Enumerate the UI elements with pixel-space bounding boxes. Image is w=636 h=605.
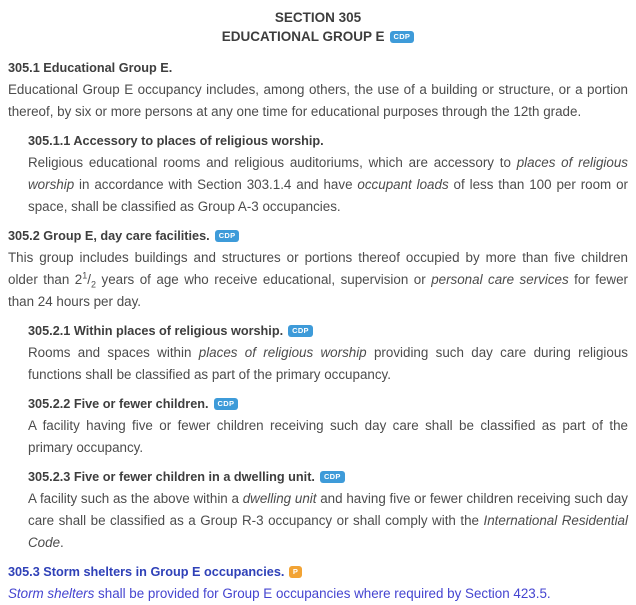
section-heading-305.2 [8,225,628,247]
defined-term: personal care services [431,272,569,287]
body-text-run: A facility such as the above within a [28,491,243,506]
defined-term: places of religious worship [28,155,628,192]
body-text-run: Rooms and spaces within [28,345,199,360]
cdp-badge[interactable]: CDP [215,230,240,243]
body-text-run: of less than 100 per room or space, shall be classified as Group A-3 occupancies. [28,177,628,214]
section-heading-305.1 [8,57,628,79]
section-paragraph-305.2.1 [28,342,628,386]
cdp-badge[interactable]: CDP [288,325,313,338]
body-text-run: years of age who receive educational, supervision or [96,272,432,287]
section-heading-text: 305.2.1 Within places of religious worship. [28,324,284,338]
body-text-run: in accordance with Section 303.1.4 and have [74,177,358,192]
section-heading-text: 305.2.3 Five or fewer children in a dwelling unit. [28,470,315,484]
section-heading-305.2.3 [28,466,628,488]
cdp-badge[interactable]: CDP [390,31,415,44]
defined-term: occupant loads [357,177,449,192]
body-text-run: Educational Group E occupancy includes, among others, the use of a building or structure, or a portion thereof, by six or more persons at any one time for educational purposes through the 12th grade. [8,82,628,119]
cdp-badge[interactable]: CDP [214,398,239,411]
section-paragraph-305.1 [8,79,628,123]
section-heading-305.2.1 [28,320,628,342]
section-heading-text: 305.2.2 Five or fewer children. [28,397,209,411]
cdp-badge[interactable]: CDP [320,471,345,484]
body-text-run: A facility having five or fewer children receiving such day care shall be classified as part of the primary occupancy. [28,418,628,455]
body-text-run: / [87,272,91,287]
doc-header [8,8,628,46]
body-text-run: for fewer than 24 hours per day. [8,272,629,309]
section-heading-305.3[interactable] [8,561,628,583]
section-number-title: SECTION 305 [274,10,362,25]
section-heading-text: 305.1 Educational Group E. [8,61,173,75]
code-section-305.3 [8,561,628,605]
body-text-run: providing such day care during religious functions shall be classified as part of the primary occupancy. [28,345,628,382]
code-section-305.2.3 [28,466,628,554]
section-paragraph-305.2.2 [28,415,628,459]
body-text-run: 1 [82,270,88,281]
section-paragraph-305.3 [8,583,628,605]
section-heading-text: 305.2 Group E, day care facilities. [8,229,210,243]
code-section-305.1 [8,57,628,123]
defined-term: dwelling unit [242,491,317,506]
p-badge[interactable]: P [289,566,301,579]
section-heading-text: 305.1.1 Accessory to places of religious worship. [28,134,324,148]
section-paragraph-305.2.3 [28,488,628,554]
code-section-305.2.1 [28,320,628,386]
section-heading-305.2.2 [28,393,628,415]
sections [8,57,628,605]
section-name-text: EDUCATIONAL GROUP E [221,29,385,44]
section-paragraph-305.2 [8,247,628,313]
body-text-run: This group includes buildings and structures or portions thereof occupied by more than five children older than 2 [8,250,628,287]
body-text-run: shall be provided for Group E occupancies where required by Section 423.5. [94,586,551,601]
body-text-run: and having five or fewer children receiving such day care shall be classified as a Group R-3 occupancy or shall comply with the [28,491,628,528]
section-heading-305.1.1 [28,130,628,152]
defined-term: Storm shelters [8,586,95,601]
defined-term: International Residential Code [28,513,628,550]
defined-term: places of religious worship [198,345,367,360]
code-section-305.2.2 [28,393,628,459]
body-text-run: 2 [91,279,97,290]
section-heading-text: 305.3 Storm shelters in Group E occupancies. [8,565,285,579]
body-text-run: . [60,535,64,550]
code-section-305.2 [8,225,628,313]
body-text-run: Religious educational rooms and religious auditoriums, which are accessory to [28,155,517,170]
section-name-title [8,27,628,46]
code-section-305.1.1 [28,130,628,218]
section-paragraph-305.1.1 [28,152,628,218]
